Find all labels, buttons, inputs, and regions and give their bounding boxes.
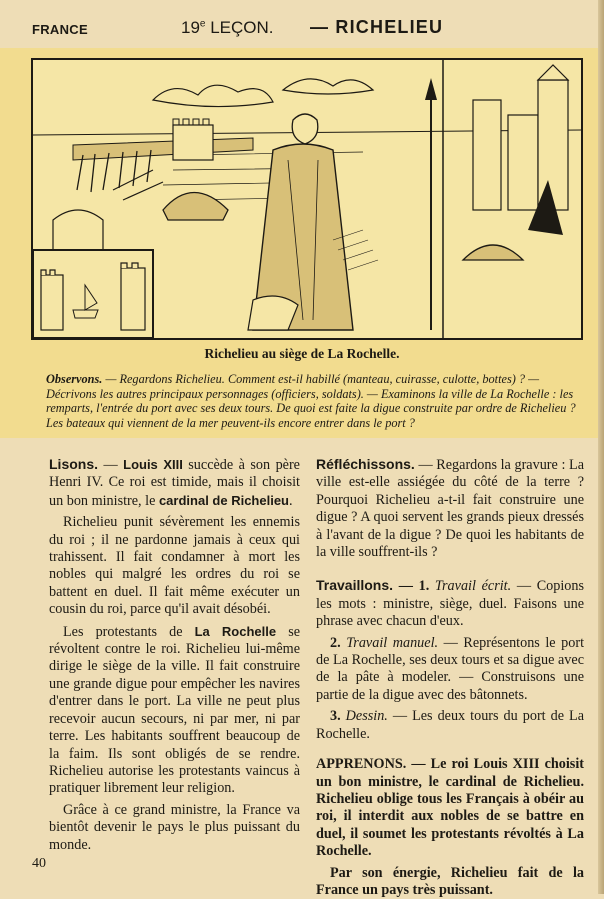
- title-dash: —: [310, 17, 330, 37]
- left-column: [49, 456, 300, 854]
- lesson-number-sup: e: [199, 18, 206, 30]
- travaillons-lead: Travaillons.: [316, 577, 394, 594]
- travaillons-item1-title: Travail écrit.: [434, 578, 512, 595]
- lesson-number: [181, 18, 274, 38]
- spacer: [316, 743, 584, 756]
- travaillons-item3-title: Dessin.: [345, 708, 388, 725]
- lisons-p1-name1: Louis XIII: [123, 457, 183, 472]
- lisons-lead: Lisons.: [49, 456, 99, 472]
- travaillons-item2-title: Travail manuel.: [346, 634, 439, 651]
- lisons-paragraph-2: Richelieu punit sévèrement les ennemis du roi ; il ne pardonne jamais à ceux qui trahissent. Il fait condamner à mort les nobles qui malgré les ordres du roi se battent en duel. Il fait même exécuter un cousin du roi, parce qu'il avait désobéi.: [49, 514, 300, 618]
- page-edge: [598, 0, 604, 894]
- travaillons-item3-num: 3.: [330, 708, 341, 725]
- lisons-paragraph-1: [49, 456, 300, 510]
- reflechissons-lead: Réfléchissons.: [316, 456, 415, 472]
- siege-engraving: [33, 60, 581, 338]
- lisons-p3-b: se révoltent contre le roi. Richelieu lui-même dirige le siège de la ville. Il fait construire une grande digue pour empêcher les navires d'entrer dans le port. La ville ne peut plus recevoir aucun secours, ni par mer, ni par terre. Les habitants souffrent beaucoup de la faim. Ils sont obligés de se rendre. Richelieu autorise les protestants vaincus à pratiquer librement leur religion.: [49, 623, 301, 797]
- spacer: [316, 561, 584, 577]
- page-number: 40: [32, 856, 46, 871]
- lisons-paragraph-4: Grâce à ce grand ministre, la France va bientôt devenir le pays le plus puissant du monde.: [49, 801, 300, 853]
- travaillons-item1-num: — 1.: [393, 578, 430, 595]
- observons-section: [46, 372, 586, 430]
- observons-text: — Regardons Richelieu. Comment est-il habillé (manteau, cuirasse, culotte, bottes) ? — Décrivons les autres principaux personnages (officiers, soldats). — Examinons la ville de La Rochelle : les remparts, l'entrée du port avec ses deux tours. De quoi est faite la digue construite par ordre de Richelieu ? Les bateaux qui viennent de la mer peuvent-ils encore entrer dans le port ?: [46, 372, 576, 430]
- lisons-p1-c: .: [289, 492, 293, 509]
- page-header: [0, 0, 604, 48]
- illustration-caption: Richelieu au siège de La Rochelle.: [204, 346, 400, 361]
- apprenons-paragraph-2: Par son énergie, Richelieu fait de la France un pays très puissant.: [316, 864, 584, 898]
- travaillons-item-2: [316, 635, 584, 705]
- lisons-p3-a: Les protestants de: [63, 623, 195, 640]
- reflechissons-paragraph: [316, 456, 584, 561]
- lisons-p1-b: succède à son père Henri IV. Ce roi est timide, mais il choisit un bon ministre, le: [49, 457, 300, 509]
- travaillons-item1-text: — Copions les mots : ministre, siège, duel. Faisons une phrase avec chacun d'eux.: [316, 578, 585, 630]
- travaillons-item3-text: — Les deux tours du port de La Rochelle.: [316, 708, 585, 742]
- siege-illustration: [31, 58, 583, 340]
- travaillons-item2-num: 2.: [330, 634, 341, 651]
- lesson-title: [310, 17, 443, 38]
- travaillons-item-3: [316, 708, 584, 743]
- lisons-p1-name2: cardinal de Richelieu: [158, 492, 289, 508]
- observons-lead: Observons.: [46, 372, 103, 386]
- reflechissons-text: — Regardons la gravure : La ville est-elle assiégée du côté de la terre ? Pourquoi Richelieu a-t-il fait construire une digue ? A quoi servent les grands pieux dressés à l'avant de la digue ? De quoi les habitants de la ville souffrent-ils ?: [316, 457, 584, 561]
- country-label: FRANCE: [32, 22, 88, 37]
- travaillons-item-1: [316, 577, 584, 630]
- lesson-number-value: 19: [181, 18, 200, 37]
- lesson-word: LEÇON.: [210, 18, 274, 37]
- apprenons-paragraph-1: APPRENONS. — Le roi Louis XIII choisit un bon ministre, le cardinal de Richelieu. Richelieu oblige tous les Français à obéir au roi, il interdit aux nobles de se battre en duel, il soumet les protestants révoltés à La Rochelle.: [316, 756, 584, 860]
- right-column: [316, 456, 584, 899]
- title-text: RICHELIEU: [335, 17, 444, 37]
- travaillons-item2-text: — Représentons le port de La Rochelle, ses deux tours et sa digue avec de la pâte à modeler. — Construisons une partie de la digue avec des bâtonnets.: [316, 634, 585, 703]
- lisons-p3-name: La Rochelle: [194, 623, 277, 639]
- lisons-p1-a: —: [98, 457, 124, 473]
- lisons-paragraph-3: [49, 623, 300, 798]
